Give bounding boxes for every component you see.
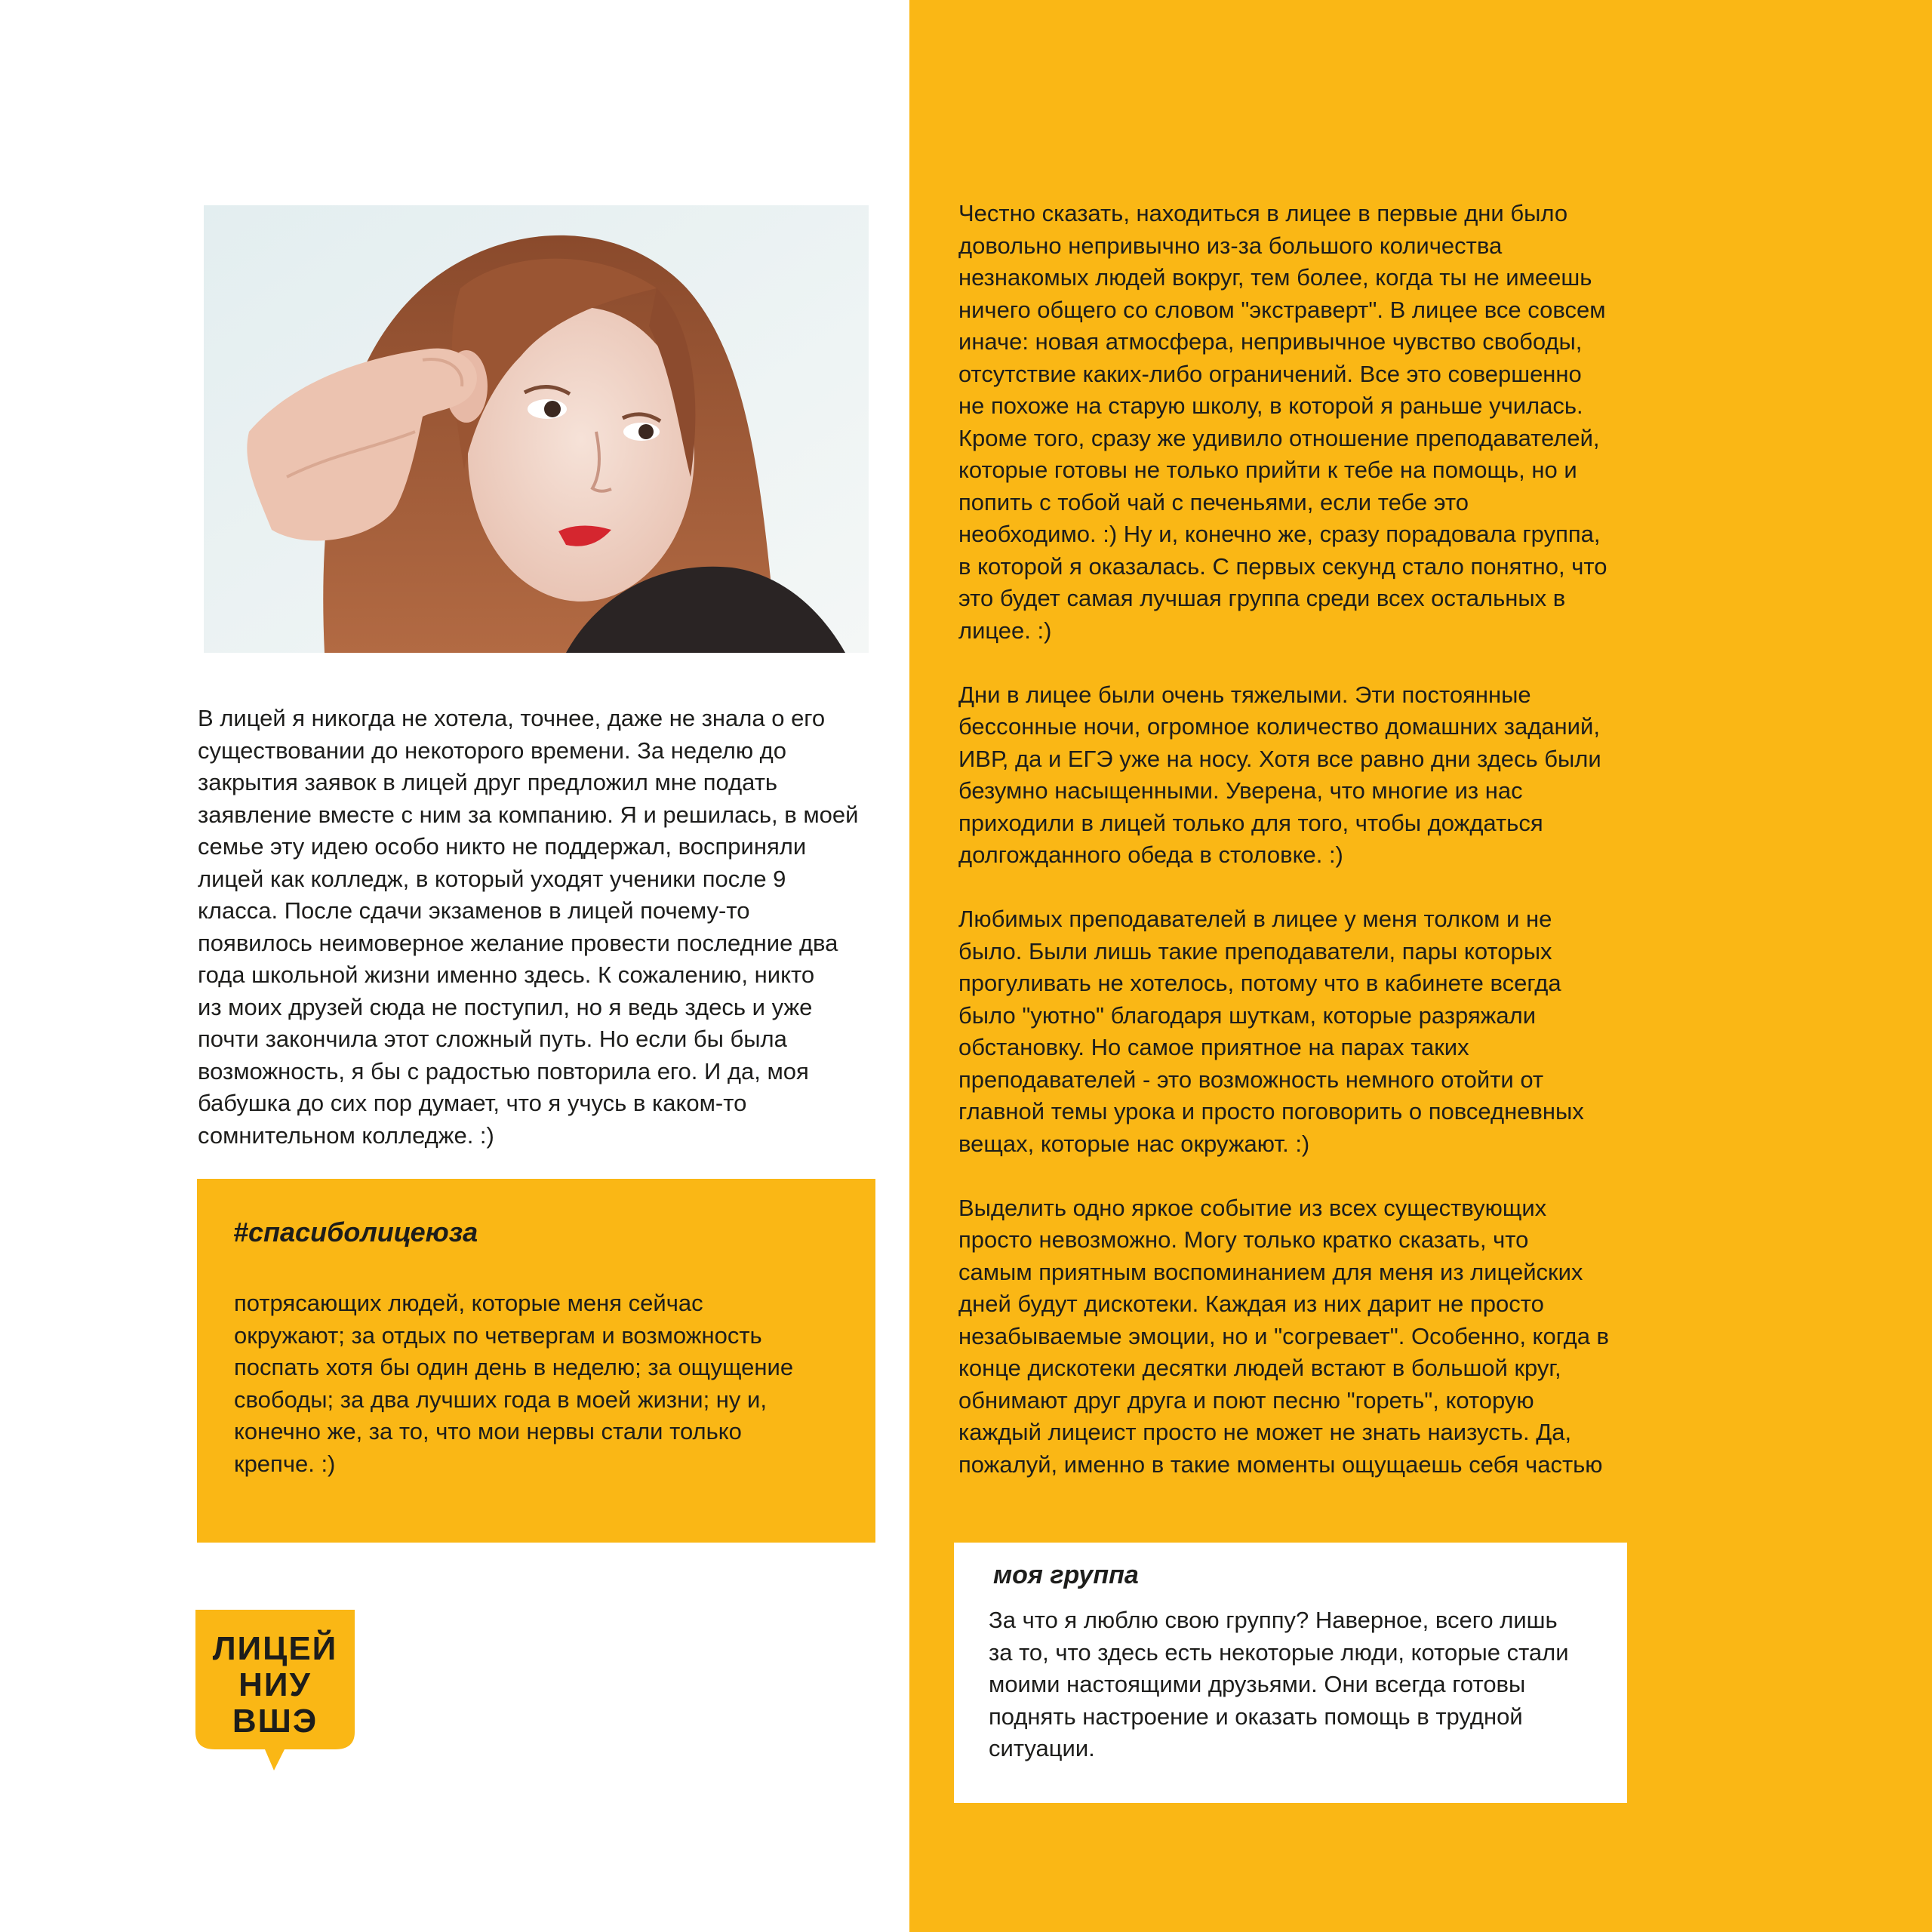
logo-text: ЛИЦЕЙ НИУ ВШЭ	[212, 1630, 338, 1740]
my-group-title: моя группа	[993, 1561, 1139, 1589]
portrait-photo	[204, 205, 869, 653]
story-text-right: Честно сказать, находиться в лицее в первые дни было довольно непривычно из-за большого количества незнакомых людей вокруг, тем более, когда ты не имеешь ничего общего со словом "экстраверт". В лицее все совсем иначе: новая атмосфера, непривычное чувство свободы, отсутствие каких-либо ограничений. Все это совершенно не похоже на старую школу, в которой я раньше училась. Кроме того, сразу же удивило отношение преподавателей, которые готовы не только прийти к тебе на помощь, но и попить с тобой чай с печеньями, если тебе это необходимо. :) Ну и, конечно же, сразу порадовала группа, в которой я оказалась. С первых секунд стало понятно, что это будет самая лучшая группа среди всех остальных в лицее. :) Дни в лицее были очень тяжелыми. Эти постоянные бессонные ночи, огромное количество домашних заданий, ИВР, да и ЕГЭ уже на носу. Хотя все равно дни здесь были безумно насыщенными. Уверена, что многие из нас приходили в лицей только для того, чтобы дождаться долгожданного обеда в столовке. :) Любимых преподавателей в лицее у меня толком и не было. Были лишь такие преподаватели, пары которых прогуливать не хотелось, потому что в кабинете всегда было "уютно" благодаря шуткам, которые разряжали обстановку. Но самое приятное на парах таких преподавателей - это возможность немного отойти от главной темы урока и просто поговорить о повседневных вещах, которые нас окружают. :) Выделить одно яркое событие из всех существующих просто невозможно. Могу только кратко сказать, что самым приятным воспоминанием для меня из лицейских дней будут дискотеки. Каждая из них дарит не просто незабываемые эмоции, но и "согревает". Особенно, когда в конце дискотеки десятки людей встают в большой круг, обнимают друг друга и поют песню "гореть", которую каждый лицеист просто не может не знать наизусть. Да, пожалуй, именно в такие моменты ощущаешь себя частью	[958, 200, 1610, 1478]
thanks-box	[197, 1179, 875, 1543]
lyceum-hse-logo	[195, 1610, 355, 1771]
story-text-left: В лицей я никогда не хотела, точнее, даже не знала о его существовании до некоторого времени. За неделю до закрытия заявок в лицей друг предложил мне подать заявление вместе с ним за компанию. Я и решилась, в моей семье эту идею особо никто не поддержал, восприняли лицей как колледж, в который уходят ученики после 9 класса. После сдачи экзаменов в лицей почему-то появилось неимоверное желание провести последние два года школьной жизни именно здесь. К сожалению, никто из моих друзей сюда не поступил, но я ведь здесь и уже почти закончила этот сложный путь. Но если бы была возможность, я бы с радостью повторила его. И да, моя бабушка до сих пор думает, что я учусь в каком-то сомнительном колледже. :)	[198, 705, 859, 1149]
thanks-text: потрясающих людей, которые меня сейчас окружают; за отдых по четвергам и возможность поспать хотя бы один день в неделю; за ощущение свободы; за два лучших года в моей жизни; ну и, конечно же, за то, что мои нервы стали только крепче. :)	[234, 1290, 794, 1477]
my-group-box	[954, 1543, 1627, 1803]
my-group-text: За что я люблю свою группу? Наверное, всего лишь за то, что здесь есть некоторые люди, которые стали моими настоящими друзьями. Они всегда готовы поднять настроение и оказать помощь в трудной ситуации.	[989, 1607, 1569, 1761]
thanks-hashtag-title: #спасиболицеюза	[233, 1217, 478, 1247]
